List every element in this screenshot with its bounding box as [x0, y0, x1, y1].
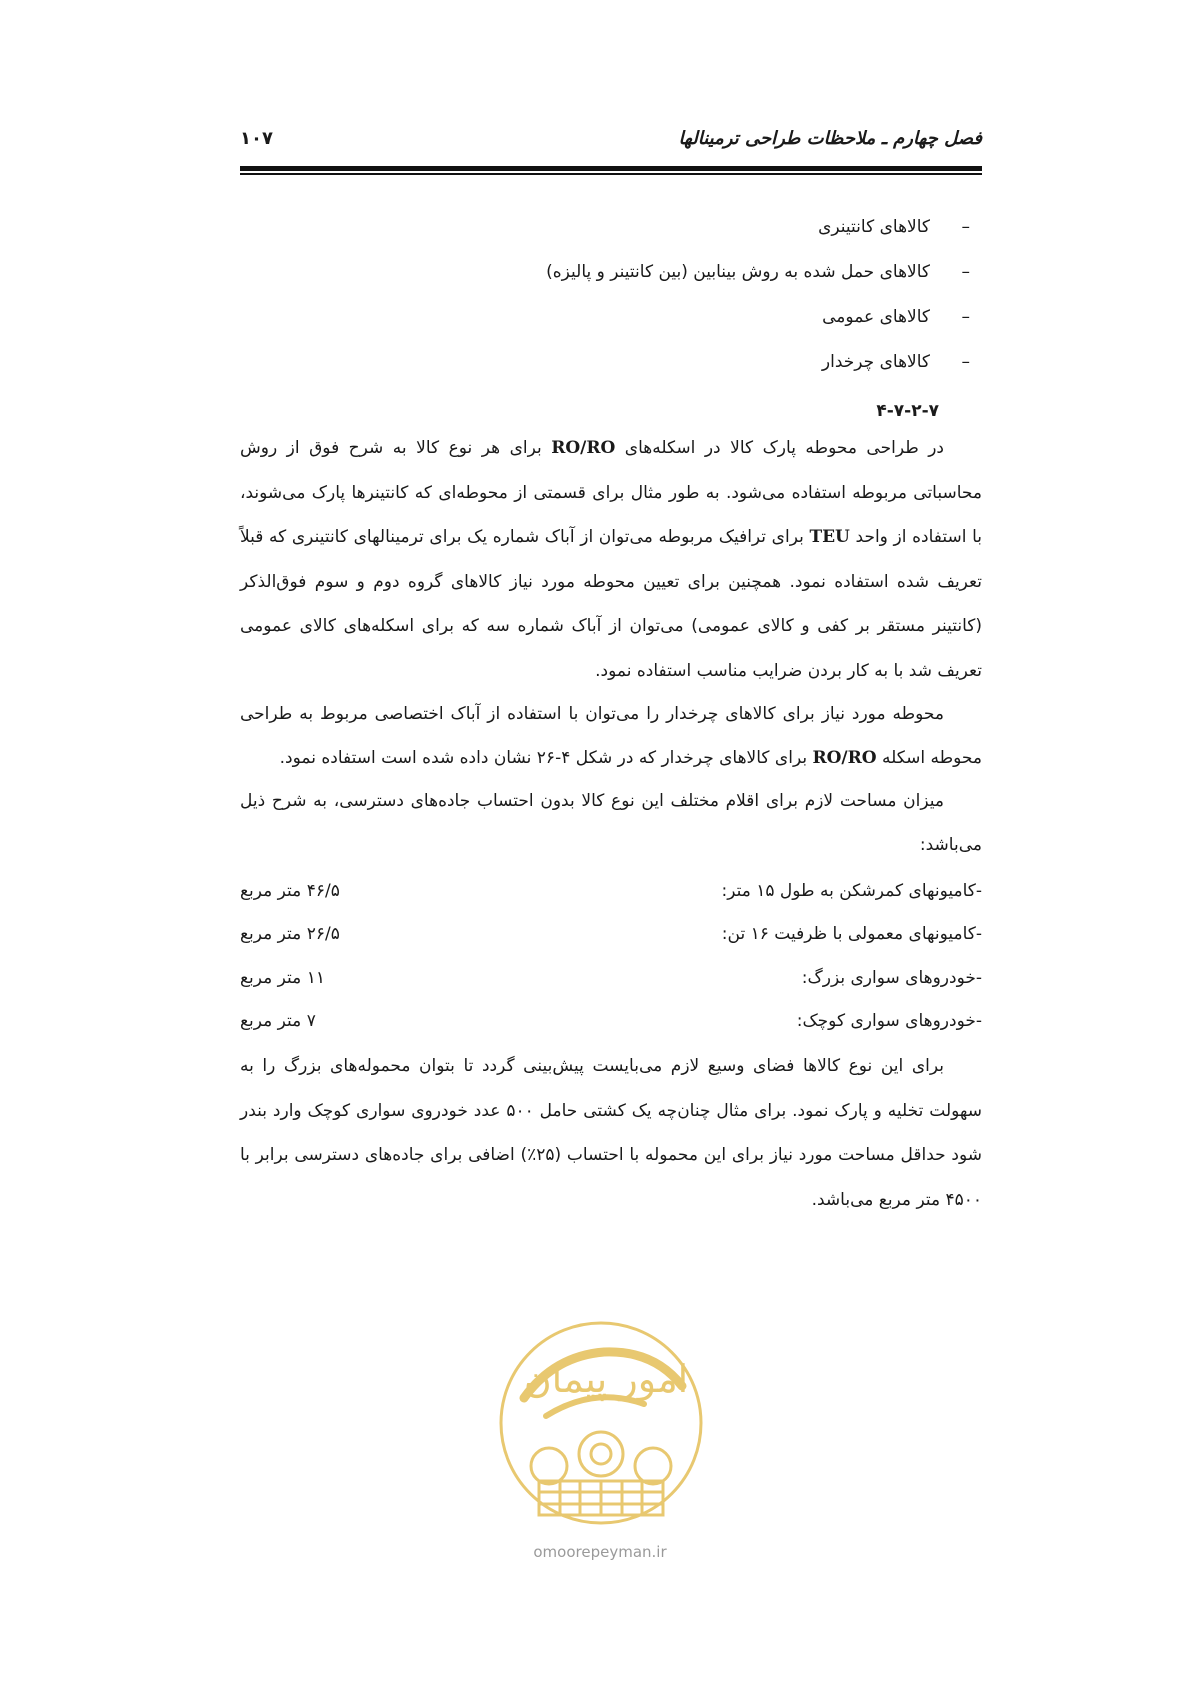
watermark-logo-icon — [494, 1316, 708, 1530]
area-value: ۴۶/۵ متر مربع — [240, 880, 340, 901]
header-rule-thin — [240, 173, 982, 175]
term-roro: RO/RO — [812, 748, 877, 769]
area-row — [240, 1000, 982, 1044]
term-teu: TEU — [809, 527, 850, 548]
watermark-website: omoorepeyman.ir — [533, 1543, 667, 1561]
paragraph-wheeled-goods: محوطه مورد نیاز برای کالاهای چرخدار را می‌توان با استفاده از آباک اختصاصی مربوط به طراحی محوطه اسکله RO/RO برای کالاهای چرخدار که در شکل ۴-۲۶ نشان داده شده است استفاده نمود. — [240, 703, 982, 769]
area-label: -خودروهای سواری کوچک: — [796, 1011, 982, 1032]
area-label: -کامیونهای کمرشکن به طول ۱۵ متر: — [721, 880, 982, 901]
paragraph-area-intro: میزان مساحت لازم برای اقلام مختلف این نوع کالا بدون احتساب جاده‌های دسترسی، به شرح ذیل می‌باشد: — [240, 790, 982, 856]
area-table — [240, 870, 982, 1044]
bullet-dash: – — [961, 262, 970, 282]
area-row — [240, 870, 982, 914]
paragraph-example: برای این نوع کالاها فضای وسیع لازم می‌بایست پیش‌بینی گردد تا بتوان محموله‌های بزرگ را به سهولت تخلیه و پارک نمود. برای مثال چنان‌چه یک کشتی حامل ۵۰۰ عدد خودروی سواری کوچک وارد بندر شود حداقل مساحت مورد نیاز برای این محموله با احتساب (۲۵٪) اضافی برای جاده‌های دسترسی برابر با ۴۵۰۰ متر مربع می‌باشد. — [240, 1055, 983, 1210]
page-header — [240, 128, 982, 158]
section-number: ۴-۷-۲-۷ — [876, 401, 939, 421]
list-item: – کالاهای عمومی — [822, 307, 970, 327]
list-item: – کالاهای کانتینری — [818, 217, 970, 237]
chapter-title: فصل چهارم ـ ملاحظات طراحی ترمینالها — [678, 128, 982, 149]
area-value: ۱۱ متر مربع — [240, 967, 325, 988]
page-body — [240, 216, 982, 1222]
bullet-dash: – — [961, 217, 970, 237]
term-roro: RO/RO — [551, 438, 616, 458]
area-value: ۲۶/۵ متر مربع — [240, 924, 340, 945]
page-number: ۱۰۷ — [240, 128, 273, 149]
area-row — [240, 913, 982, 957]
paragraph-roro-parking: در طراحی محوطه پارک کالا در اسکله‌های RO/RO برای هر نوع کالا به شرح فوق از روش محاسباتی مربوطه استفاده می‌شود. به طور مثال برای قسمتی از محوطه‌ای که کانتینرها پارک می‌شوند، با استفاده از واحد TEU برای ترافیک مربوطه می‌توان از آباک شماره یک برای ترمینالهای کانتینری که قبلاً تعریف شده استفاده نمود. همچنین برای تعیین محوطه مورد نیاز کالاهای گروه دوم و سوم فوق‌الذکر (کانتینر مستقر بر کفی و کالای عمومی) می‌توان از آباک شماره سه که برای اسکله‌های کالای عمومی تعریف شد با به کار بردن ضرایب مناسب استفاده نمود. — [240, 438, 982, 681]
area-value: ۷ متر مربع — [240, 1011, 316, 1032]
bullet-dash: – — [961, 307, 970, 327]
area-row — [240, 957, 982, 1001]
area-label: -خودروهای سواری بزرگ: — [801, 967, 982, 988]
logo-text: امور پیمان — [523, 1357, 689, 1401]
list-item: – کالاهای حمل شده به روش بینابین (بین کانتینر و پالیزه) — [546, 262, 970, 282]
header-rule-thick — [240, 166, 982, 171]
bullet-dash: – — [961, 352, 970, 372]
list-item: – کالاهای چرخدار — [821, 352, 970, 372]
goods-type-list — [240, 216, 982, 373]
area-label: -کامیونهای معمولی با ظرفیت ۱۶ تن: — [721, 924, 982, 945]
